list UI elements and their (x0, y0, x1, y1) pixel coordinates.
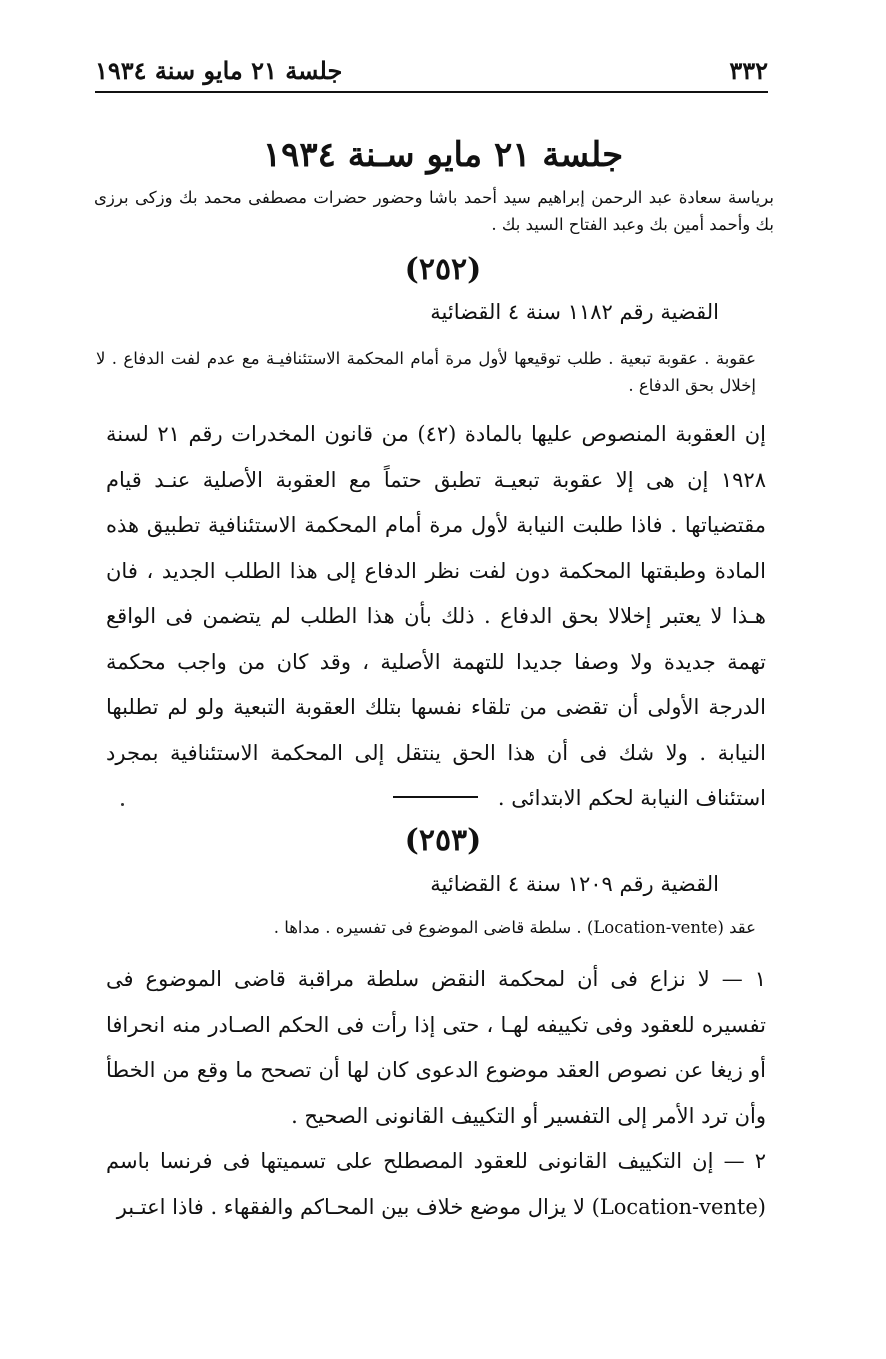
body-paragraph: ٢ — إن التكييف القانونى للعقود المصطلح على تسميتها فى فرنسا باسم (Location-vente) لا يزال موضع خلاف بين المحـاكم والفقهاء . فاذا اعتـبر (106, 1149, 766, 1219)
body-paragraph: إن العقوبة المنصوص عليها بالمادة (٤٢) من قانون المخدرات رقم ٢١ لسنة ١٩٢٨ إن هى إلا عقوبة تبعيـة تطبق حتماً مع العقوبة الأصلية عنـد قيام مقتضياتها . فاذا طلبت النيابة لأول مرة أمام المحكمة الاستئنافية تطبيق هذه المادة وطبقتها المحكمة دون لفت نظر الدفاع إلى هذا الطلب الجديد ، فان هـذا لا يعتبر إخلالا بحق الدفاع . ذلك بأن هذا الطلب لم يتضمن فى الواقع تهمة جديدة ولا وصفا جديدا للتهمة الأصلية ، وقد كان من واجب محكمة الدرجة الأولى أن تقضى من تلقاء نفسها بتلك العقوبة التبعية ولو لم تطلبها النيابة . ولا شك فى أن هذا الحق ينتقل إلى المحكمة الاستئنافية بمجرد استئناف النيابة لحكم الابتدائى . (106, 422, 767, 810)
case-body (106, 957, 766, 1230)
case-title: القضية رقم ١١٨٢ سنة ٤ القضائية (430, 300, 719, 324)
page-number: ٣٣٢ (729, 55, 768, 85)
case-body (106, 412, 766, 822)
case-number: (٢٥٢) (404, 252, 482, 287)
running-title: جلسة ٢١ مايو سنة ١٩٣٤ (95, 55, 343, 85)
presidency-text: برياسة سعادة عبد الرحمن إبراهيم سيد أحمد باشا وحضور حضرات مصطفى محمد بك وزكى برزى بك وأحمد أمين بك وعبد الفتاح السيد بك . (94, 188, 774, 234)
case-number: (٢٥٣) (404, 823, 482, 858)
speck (121, 803, 124, 806)
session-title: جلسة ٢١ مايو سـنة ١٩٣٤ (262, 135, 624, 175)
case-keywords: عقد (Location-vente) . سلطة قاضى الموضوع فى تفسيره . مداها . (273, 918, 756, 937)
case-title: القضية رقم ١٢٠٩ سنة ٤ القضائية (430, 872, 719, 896)
section-divider (393, 796, 478, 798)
header-rule (95, 91, 768, 93)
case-keywords: عقوبة . عقوبة تبعية . طلب توقيعها لأول مرة أمام المحكمة الاستئنافيـة مع عدم لفت الدفاع . لا إخلال بحق الدفاع . (96, 349, 756, 395)
body-paragraph: ١ — لا نزاع فى أن لمحكمة النقض سلطة مراقبة قاضى الموضوع فى تفسيره للعقود وفى تكييفه لهـا ، حتى إذا رأت فى الحكم الصـادر منه انحرافا أو زيغا عن نصوص العقد موضوع الدعوى كان لها أن تصحح ما وقع من الخطأ وأن ترد الأمر إلى التفسير أو التكييف القانونى الصحيح . (106, 967, 766, 1128)
running-header (95, 52, 768, 88)
